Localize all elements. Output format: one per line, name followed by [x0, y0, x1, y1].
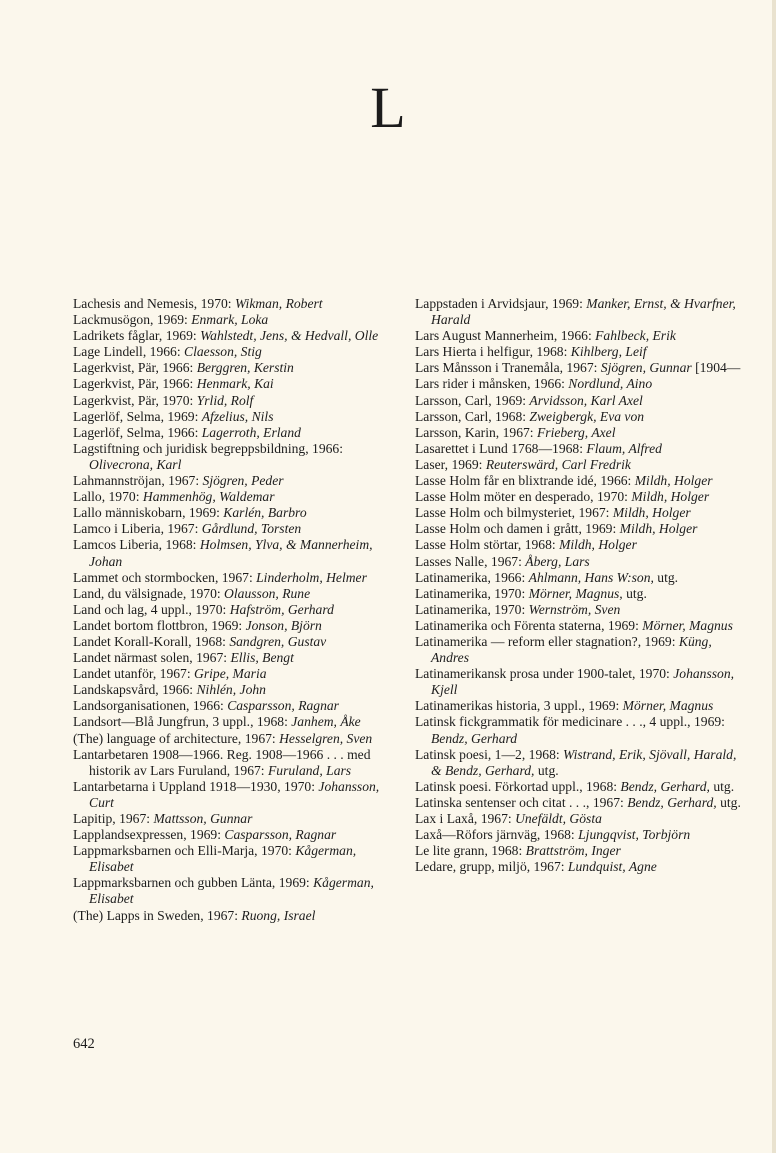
entry-suffix: [1904— [691, 360, 741, 376]
entry-author: Karlén, Barbro [223, 505, 307, 521]
entry-author: Johansson, Kjell [431, 666, 735, 698]
entry-title: Lars Månsson i Tranemåla, [415, 360, 564, 376]
index-entry [415, 457, 743, 473]
entry-author: Ellis, Bengt [230, 650, 294, 666]
entry-year: 1968: [165, 537, 197, 553]
entry-author: Ahlmann, Hans W:son, [528, 569, 654, 585]
entry-title: Larsson, Carl, [415, 392, 492, 408]
entry-author: Wistrand, Erik, Sjövall, Harald, & Bendz, Gerhard, [431, 746, 737, 778]
entry-year: 1966: [192, 698, 224, 714]
index-entry [415, 827, 743, 843]
entry-suffix: utg. [534, 762, 559, 778]
index-entry [73, 441, 388, 473]
entry-title: Lappstaden i Arvidsjaur, [415, 296, 549, 311]
index-entry [415, 441, 743, 457]
entry-year: 1966: [494, 569, 526, 585]
entry-author: Unefäldt, Gösta [515, 811, 602, 826]
entry-title: Lahmannströjan, [73, 473, 165, 489]
entry-author: Claesson, Stig [184, 344, 262, 360]
entry-year: 1970: [494, 601, 526, 617]
entry-year: 1967: [159, 666, 191, 682]
entry-author: Gripe, Maria [194, 666, 267, 682]
entry-title: Lamco i Liberia, [73, 521, 164, 537]
entry-year: 1970: [596, 489, 628, 505]
entry-title: Latinamerika, [415, 601, 491, 617]
entry-author: Holmsen, Ylva, & Mannerheim, Johan [89, 537, 373, 569]
entry-year: 1970: [494, 585, 526, 601]
index-entry [415, 779, 743, 795]
entry-title: Laxå—Röfors järnväg, [415, 827, 541, 843]
index-entry [415, 328, 743, 344]
entry-author: Olausson, Rune [224, 585, 311, 601]
entry-title: Ledare, grupp, miljö, [415, 859, 531, 875]
entry-author: Mörner, Magnus [642, 617, 733, 633]
entry-author: Mörner, Magnus [622, 698, 714, 714]
entry-suffix: utg. [709, 778, 735, 794]
index-entry [73, 425, 388, 441]
entry-year: 1967: [490, 553, 522, 569]
entry-year: 1968: [495, 408, 527, 424]
entry-year: 1967: [196, 650, 228, 666]
entry-title: Lallo, [73, 489, 106, 505]
entry-year: 1969: [588, 698, 620, 714]
entry-title: Latinska sentenser och citat . . ., [415, 794, 590, 810]
entry-author: Gårdlund, Torsten [201, 521, 302, 537]
index-entry [415, 425, 743, 441]
entry-title: Lasse Holm möter en desperado, [415, 489, 594, 505]
entry-title: Landsorganisationen, [73, 698, 190, 714]
index-entry [415, 521, 743, 537]
entry-author: Bendz, Gerhard, [620, 778, 710, 794]
entry-title: Latinamerika, [415, 585, 491, 601]
entry-title: Lammet och stormbocken, [73, 569, 219, 585]
entry-title: Landet närmast solen, [73, 650, 193, 666]
index-entry [73, 650, 388, 666]
entry-year: 1967: [168, 473, 200, 489]
entry-title: Lapitip, [73, 811, 116, 826]
index-entry [73, 489, 388, 505]
index-entry [415, 537, 743, 553]
page-number: 642 [73, 1036, 95, 1052]
page-edge [772, 0, 776, 1153]
entry-suffix: utg. [622, 585, 647, 601]
index-entry [415, 714, 743, 746]
entry-year: 1970: [108, 489, 140, 505]
entry-year: 1966: [149, 344, 181, 360]
entry-author: Linderholm, Helmer [256, 569, 367, 585]
entry-author: Johansson, Curt [89, 778, 380, 810]
entry-title: Lappmarksbarnen och Elli-Marja, [73, 843, 258, 859]
entry-title: Lars Hierta i helfigur, [415, 344, 533, 360]
index-entry [415, 859, 743, 875]
index-entry [73, 618, 388, 634]
entry-suffix: utg. [653, 569, 679, 585]
entry-year: 1968: [491, 843, 523, 859]
entry-author: Nordlund, Aino [568, 376, 653, 392]
entry-author: Yrlid, Rolf [196, 392, 254, 408]
entry-title: Laser, [415, 456, 449, 472]
entry-title: Landet Korall-Korall, [73, 633, 192, 649]
entry-year: 1969: [551, 296, 583, 311]
entry-author: Mildh, Holger [559, 537, 637, 553]
entry-title: Latinsk poesi, 1—2, [415, 746, 526, 762]
index-entry [415, 344, 743, 360]
index-entry [73, 537, 388, 569]
entry-title: Lasse Holm och bilmysteriet, [415, 505, 576, 521]
entry-year: 1967: [244, 730, 276, 746]
entry-year: 1966: [162, 682, 194, 698]
index-entry [415, 698, 743, 714]
entry-author: Küng, Andres [431, 633, 712, 666]
entry-author: Henmark, Kai [196, 376, 274, 392]
entry-year: 1970: [284, 778, 315, 794]
entry-author: Bendz, Gerhard [431, 730, 518, 746]
entry-author: Hafström, Gerhard [229, 601, 334, 617]
entry-year: 1966: [162, 376, 194, 392]
entry-year: 1970: [638, 666, 670, 682]
entry-year: 1969: [451, 456, 483, 472]
entry-year: 1966: [167, 424, 199, 440]
entry-year: 1966: [600, 473, 632, 489]
entry-title: Lappmarksbarnen och gubben Länta, [73, 875, 276, 891]
entry-author: Arvidsson, Karl Axel [529, 392, 643, 408]
entry-title: Landet bortom flottbron, [73, 617, 208, 633]
entry-year: 1970: [162, 392, 194, 408]
entry-year: 1968: [586, 778, 618, 794]
entry-title: Le lite grann, [415, 843, 488, 859]
index-entry [415, 843, 743, 859]
entry-author: Reuterswärd, Carl Fredrik [485, 456, 631, 472]
index-entry [73, 731, 388, 747]
entry-author: Hammenhög, Waldemar [142, 489, 275, 505]
entry-title: (The) Lapps in Sweden, [73, 907, 204, 923]
index-entry [73, 714, 388, 730]
index-entry [73, 875, 388, 907]
entry-author: Casparsson, Ragnar [227, 698, 339, 714]
left-column [73, 296, 388, 924]
entry-author: Hesselgren, Sven [279, 730, 373, 746]
index-entry [415, 634, 743, 666]
entry-title: Lagerkvist, Pär, [73, 392, 159, 408]
right-column [415, 296, 743, 875]
entry-author: Bendz, Gerhard, [627, 794, 717, 810]
index-entry [73, 779, 388, 811]
entry-year: 1969: [188, 505, 220, 521]
entry-title: Latinamerikansk prosa under 1900-talet, [415, 666, 636, 682]
entry-year: 1967: [578, 505, 610, 521]
entry-title: Latinamerika och Förenta staterna, [415, 617, 605, 633]
entry-title: Landsort—Blå Jungfrun, 3 uppl., [73, 714, 254, 730]
entry-title: Lamcos Liberia, [73, 537, 163, 553]
entry-author: Wikman, Robert [234, 296, 323, 311]
entry-title: Lasses Nalle, [415, 553, 488, 569]
entry-title: Lantarbetarna i Uppland 1918—1930, [73, 778, 281, 794]
index-entry [73, 698, 388, 714]
index-entry [73, 908, 388, 924]
entry-author: Lundquist, Agne [567, 859, 657, 875]
entry-author: Wernström, Sven [528, 601, 621, 617]
index-entry [73, 602, 388, 618]
entry-title: Latinsk fickgrammatik för medicinare . . ., 4 uppl., [415, 714, 691, 730]
entry-title: Land, du välsignade, [73, 585, 187, 601]
entry-author: Mattsson, Gunnar [153, 811, 253, 826]
entry-title: Latinamerikas historia, 3 uppl., [415, 698, 585, 714]
entry-author: Frieberg, Axel [536, 424, 616, 440]
entry-year: 1967: [533, 859, 565, 875]
entry-year: 1966: [560, 328, 592, 344]
entry-year: 1969: [167, 408, 199, 424]
entry-title: Latinamerika, [415, 569, 491, 585]
entry-year: 1966: [162, 360, 194, 376]
index-entry [415, 376, 743, 392]
entry-year: 1967: [207, 907, 238, 923]
entry-author: Sjögren, Peder [202, 473, 284, 489]
entry-year: 1966: [312, 440, 343, 456]
index-entry [415, 473, 743, 489]
entry-year: 1969: [165, 328, 197, 344]
entry-author: Kihlberg, Leif [570, 344, 647, 360]
index-entry [415, 554, 743, 570]
entry-year: 1967: [167, 521, 199, 537]
entry-author: Brattström, Inger [525, 843, 621, 859]
index-entry [73, 409, 388, 425]
entry-author: Enmark, Loka [191, 312, 269, 328]
entry-author: Afzelius, Nils [201, 408, 274, 424]
entry-title: Land och lag, 4 uppl., [73, 601, 192, 617]
index-entry [73, 296, 388, 312]
index-entry [73, 811, 388, 827]
entry-title: Latinsk poesi. Förkortad uppl., [415, 778, 583, 794]
index-entry [73, 344, 388, 360]
entry-year: 1967: [502, 424, 534, 440]
index-entry [73, 312, 388, 328]
entry-year: 1968: [528, 746, 560, 762]
index-entry [415, 570, 743, 586]
entry-author: Ruong, Israel [241, 907, 316, 923]
entry-author: Mildh, Holger [619, 521, 698, 537]
index-entry [415, 666, 743, 698]
entry-year: 1970: [200, 296, 232, 311]
entry-author: Manker, Ernst, & Hvarfner, Harald [431, 296, 736, 328]
entry-title: Lantarbetaren 1908—1966. Reg. 1908—1966 . . . med historik av Lars Furuland, [73, 746, 371, 778]
entry-author: Wahlstedt, Jens, & Hedvall, Olle [200, 328, 379, 344]
index-entry [415, 360, 743, 376]
entry-year: 1968: [256, 714, 288, 730]
entry-author: Lagerroth, Erland [201, 424, 301, 440]
index-entry [73, 570, 388, 586]
entry-author: Janhem, Åke [291, 714, 361, 730]
entry-author: Fahlbeck, Erik [595, 328, 676, 344]
index-entry [415, 747, 743, 779]
index-entry [415, 811, 743, 827]
entry-title: Lagerlöf, Selma, [73, 424, 164, 440]
entry-year: 1969: [495, 392, 527, 408]
entry-author: Åberg, Lars [525, 553, 590, 569]
entry-suffix: utg. [716, 794, 741, 810]
entry-title: Larsson, Karin, [415, 424, 500, 440]
entry-year: 1969: [190, 827, 221, 843]
entry-author: Flaum, Alfred [586, 440, 662, 456]
entry-year: 1969: [693, 714, 725, 730]
entry-title: Lasse Holm störtar, [415, 537, 522, 553]
entry-author: Mildh, Holger [634, 473, 713, 489]
entry-title: Larsson, Carl, [415, 408, 492, 424]
index-entry [73, 843, 388, 875]
index-entry [73, 393, 388, 409]
entry-title: Landskapsvård, [73, 682, 159, 698]
entry-author: Kågerman, Elisabet [89, 875, 374, 907]
entry-year: 1968: [194, 633, 226, 649]
index-entry [73, 666, 388, 682]
index-entry [415, 489, 743, 505]
entry-title: Lage Lindell, [73, 344, 147, 360]
entry-year: 1967: [566, 360, 598, 376]
entry-year: 1967: [592, 794, 624, 810]
index-entry [73, 473, 388, 489]
entry-title: Lasarettet i Lund 1768—1968: [415, 440, 583, 456]
entry-year: 1969: [211, 617, 243, 633]
entry-title: Lagstiftning och juridisk begreppsbildning, [73, 440, 309, 456]
entry-title: Lackmusögon, [73, 312, 154, 328]
index-entry [73, 521, 388, 537]
index-entry [415, 586, 743, 602]
index-entry [73, 586, 388, 602]
entry-title: Lapplandsexpressen, [73, 827, 187, 843]
entry-year: 1967: [221, 569, 253, 585]
entry-year: 1969: [644, 633, 676, 649]
entry-author: Ljungqvist, Torbjörn [578, 827, 691, 843]
index-entry [73, 360, 388, 376]
entry-year: 1968: [524, 537, 556, 553]
entry-year: 1967: [480, 811, 512, 826]
entry-year: 1970: [260, 843, 292, 859]
index-entry [415, 393, 743, 409]
entry-year: 1967: [233, 762, 265, 778]
entry-year: 1969: [607, 617, 639, 633]
entry-author: Furuland, Lars [267, 762, 352, 778]
index-entry [73, 682, 388, 698]
index-entry [415, 795, 743, 811]
index-entry [73, 634, 388, 650]
entry-title: Lasse Holm och damen i grått, [415, 521, 582, 537]
entry-author: Berggren, Kerstin [196, 360, 294, 376]
index-entry [415, 602, 743, 618]
entry-title: Lars rider i månsken, [415, 376, 531, 392]
entry-title: Landet utanför, [73, 666, 157, 682]
entry-author: Mildh, Holger [631, 489, 710, 505]
entry-author: Jonson, Björn [245, 617, 322, 633]
index-entry [73, 747, 388, 779]
entry-title: Lagerkvist, Pär, [73, 360, 159, 376]
index-entry [73, 328, 388, 344]
entry-title: Lallo människobarn, [73, 505, 186, 521]
entry-year: 1968: [536, 344, 568, 360]
entry-year: 1970: [189, 585, 221, 601]
entry-title: Ladrikets fåglar, [73, 328, 163, 344]
index-entry [415, 409, 743, 425]
entry-author: Nihlén, John [196, 682, 266, 698]
entry-year: 1970: [195, 601, 227, 617]
index-entry [415, 618, 743, 634]
entry-year: 1968: [543, 827, 575, 843]
entry-year: 1969: [278, 875, 310, 891]
entry-year: 1969: [585, 521, 617, 537]
entry-author: Olivecrona, Karl [89, 456, 182, 472]
index-entry [415, 296, 743, 328]
entry-title: Lachesis and Nemesis, [73, 296, 198, 311]
entry-year: 1969: [156, 312, 188, 328]
entry-author: Sandgren, Gustav [229, 633, 327, 649]
entry-title: Lars August Mannerheim, [415, 328, 558, 344]
entry-author: Casparsson, Ragnar [224, 827, 337, 843]
index-entry [73, 827, 388, 843]
entry-author: Mildh, Holger [612, 505, 691, 521]
entry-year: 1967: [119, 811, 151, 826]
index-entry [73, 376, 388, 392]
entry-title: Lagerkvist, Pär, [73, 376, 159, 392]
entry-title: (The) language of architecture, [73, 730, 242, 746]
index-entry [73, 505, 388, 521]
index-entry [415, 505, 743, 521]
entry-author: Sjögren, Gunnar [600, 360, 692, 376]
entry-title: Lax i Laxå, [415, 811, 478, 826]
entry-author: Mörner, Magnus, [528, 585, 623, 601]
entry-title: Lagerlöf, Selma, [73, 408, 164, 424]
section-letter: L [370, 75, 406, 140]
entry-title: Lasse Holm får en blixtrande idé, [415, 473, 597, 489]
entry-year: 1966: [533, 376, 565, 392]
entry-author: Kågerman, Elisabet [89, 843, 357, 875]
entry-title: Latinamerika — reform eller stagnation?, [415, 633, 642, 649]
entry-author: Zweigbergk, Eva von [529, 408, 645, 424]
